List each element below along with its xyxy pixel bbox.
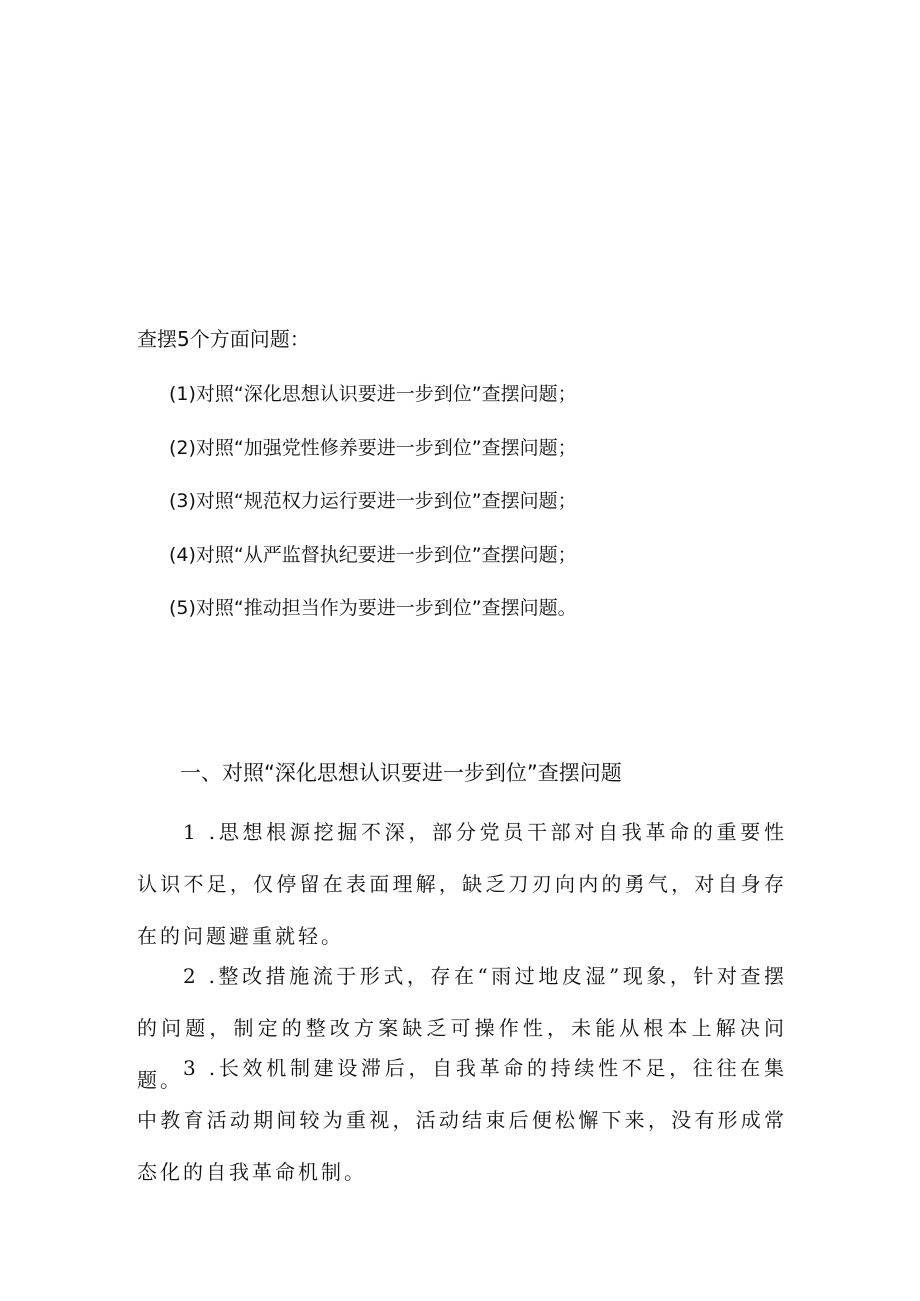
intro-heading: 查摆5个方面问题： (137, 327, 310, 351)
paragraph-2: 2 .整改措施流于形式，存在“雨过地皮湿”现象，针对查摆的问题，制定的整改方案缺乏可操作性，未能从根本上解决问题。 (137, 964, 787, 1092)
paragraph-3: 3 .长效机制建设滞后，自我革命的持续性不足，往往在集中教育活动期间较为重视，活动结束后便松懈下来，没有形成常态化的自我革命机制。 (137, 1056, 787, 1184)
paragraph-1: 1 .思想根源挖掘不深，部分党员干部对自我革命的重要性认识不足，仅停留在表面理解，缺乏刀刃向内的勇气，对自身存在的问题避重就轻。 (137, 820, 787, 948)
issue-list (169, 378, 577, 646)
list-item: (3)对照“规范权力运行要进一步到位”查摆问题； (169, 490, 577, 512)
section-title: 一、对照“深化思想认识要进一步到位”查摆问题 (180, 761, 622, 785)
list-item: (1)对照“深化思想认识要进一步到位”查摆问题； (169, 383, 577, 405)
list-item: (5)对照“推动担当作为要进一步到位”查摆问题。 (169, 597, 577, 619)
list-item: (4)对照“从严监督执纪要进一步到位”查摆问题； (169, 543, 577, 566)
list-item: (2)对照“加强党性修养要进一步到位”查摆问题； (169, 436, 577, 459)
